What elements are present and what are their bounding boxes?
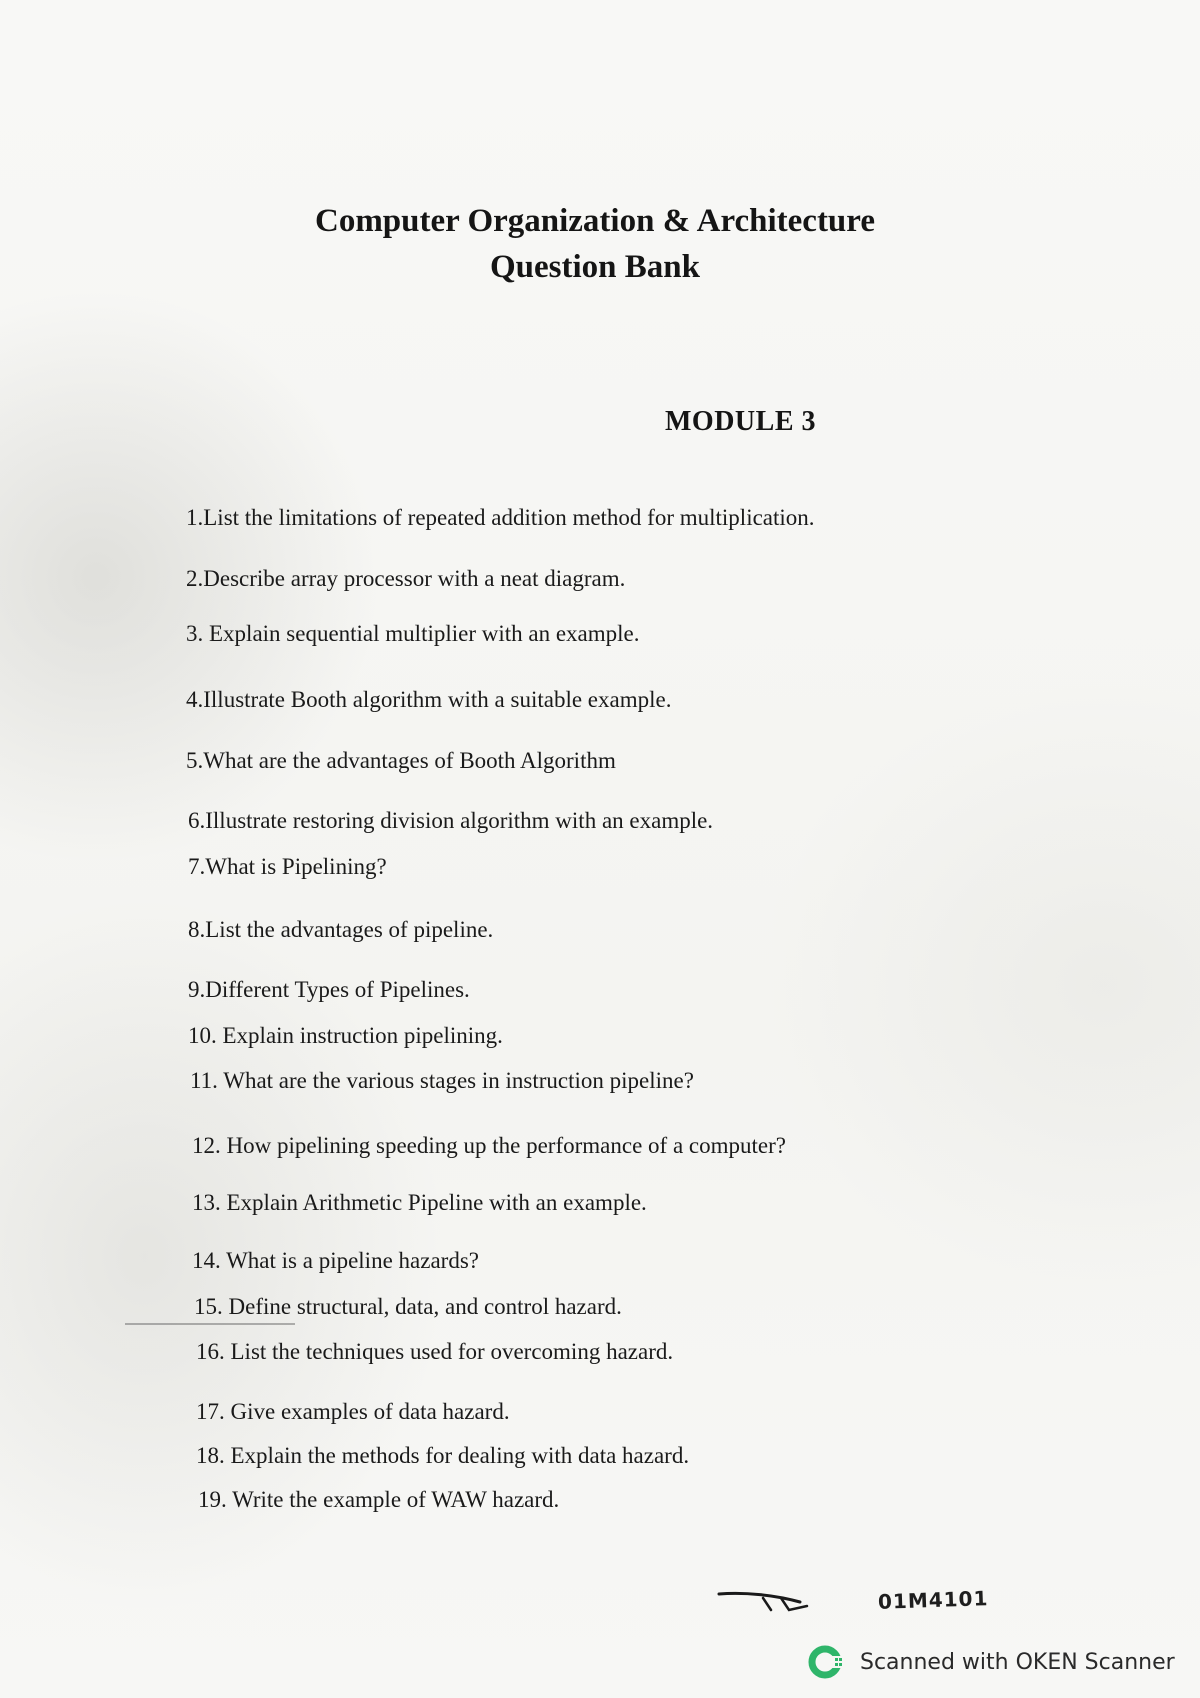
question-item: 9.Different Types of Pipelines. <box>188 977 470 1002</box>
scan-smudge-line <box>125 1323 295 1325</box>
question-item: 19. Write the example of WAW hazard. <box>198 1487 560 1512</box>
question-item: 5.What are the advantages of Booth Algorithm <box>186 748 616 773</box>
question-item: 10. Explain instruction pipelining. <box>188 1023 503 1048</box>
question-item: 11. What are the various stages in instruction pipeline? <box>190 1068 694 1093</box>
question-item: 15. Define structural, data, and control hazard. <box>194 1294 622 1319</box>
question-item: 7.What is Pipelining? <box>188 854 387 879</box>
question-item: 8.List the advantages of pipeline. <box>188 917 494 942</box>
question-item: 2.Describe array processor with a neat diagram. <box>186 566 626 591</box>
handwritten-signature-icon <box>715 1586 825 1616</box>
question-item: 3. Explain sequential multiplier with an example. <box>186 621 640 646</box>
question-item: 18. Explain the methods for dealing with data hazard. <box>196 1443 690 1468</box>
question-item: 16. List the techniques used for overcoming hazard. <box>196 1339 674 1364</box>
question-item: 1.List the limitations of repeated addition method for multiplication. <box>186 505 815 530</box>
oken-scanner-logo-icon <box>808 1645 848 1679</box>
module-heading: MODULE 3 <box>665 406 816 437</box>
scanner-watermark-text: Scanned with OKEN Scanner <box>860 1649 1175 1675</box>
question-item: 6.Illustrate restoring division algorithm with an example. <box>188 808 714 833</box>
document-title <box>0 198 1200 290</box>
date-stamp: 01M4101 <box>877 1586 989 1614</box>
title-line-1: Computer Organization & Architecture <box>314 203 875 239</box>
question-item: 12. How pipelining speeding up the performance of a computer? <box>192 1133 786 1158</box>
question-item: 4.Illustrate Booth algorithm with a suitable example. <box>186 687 672 712</box>
question-item: 13. Explain Arithmetic Pipeline with an example. <box>192 1190 647 1215</box>
title-line-2: Question Bank <box>490 249 700 285</box>
question-item: 14. What is a pipeline hazards? <box>192 1248 479 1273</box>
question-item: 17. Give examples of data hazard. <box>196 1399 510 1424</box>
scanner-watermark <box>808 1645 1175 1679</box>
